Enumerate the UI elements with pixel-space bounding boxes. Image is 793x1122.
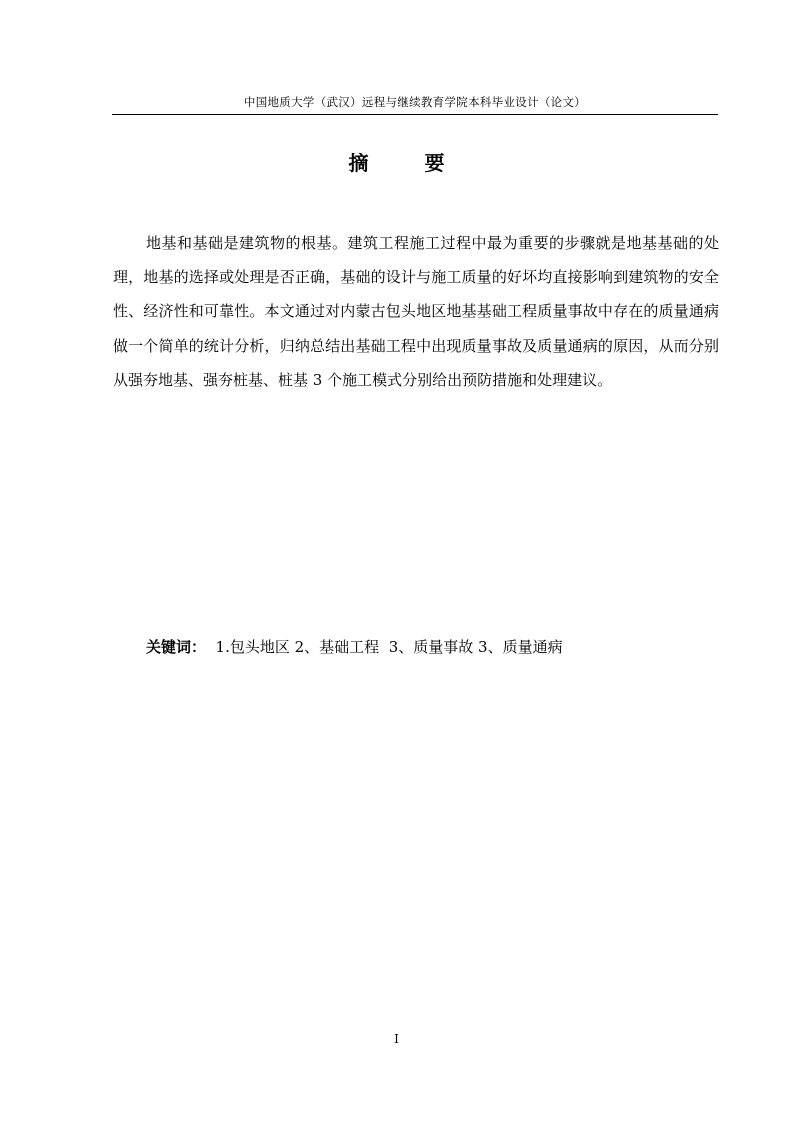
- page-header: 中国地质大学（武汉）远程与继续教育学院本科毕业设计（论文）: [243, 95, 587, 109]
- title-char-1: 摘: [348, 151, 369, 175]
- title-char-2: 要: [424, 151, 445, 175]
- keywords-line: [146, 634, 563, 660]
- abstract-title: [0, 150, 793, 176]
- page-number: I: [394, 1032, 399, 1046]
- abstract-body: 地基和基础是建筑物的根基。建筑工程施工过程中最为重要的步骤就是地基基础的处理，地基的选择或处理是否正确，基础的设计与施工质量的好坏均直接影响到建筑物的安全性、经济性和可靠性。本文通过对内蒙古包头地区地基基础工程质量事故中存在的质量通病做一个简单的统计分析，归纳总结出基础工程中出现质量事故及质量通病的原因，从而分别从强夯地基、强夯桩基、桩基 3 个施工模式分别给出预防措施和处理建议。: [113, 234, 719, 389]
- keywords-text: 1.包头地区 2、基础工程 3、质量事故 3、质量通病: [206, 638, 563, 656]
- header-divider: [112, 114, 718, 115]
- keywords-label: 关键词：: [146, 638, 207, 656]
